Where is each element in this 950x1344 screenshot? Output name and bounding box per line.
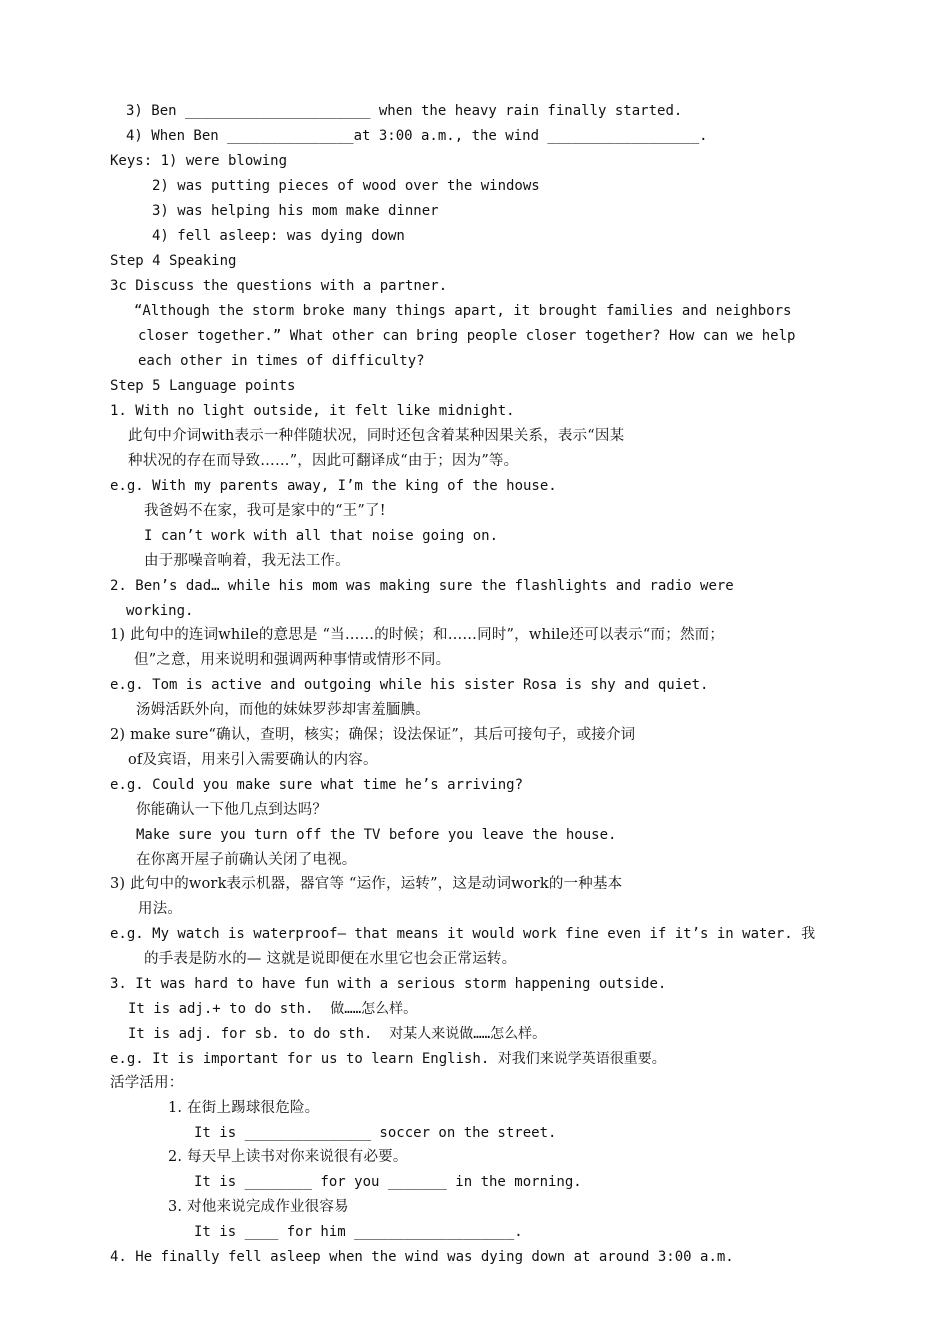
practice-1-chinese: 1. 在街上踢球很危险。 — [168, 1100, 320, 1116]
discussion-line-3: each other in times of difficulty? — [138, 353, 425, 369]
point-1-example-2: I can’t work with all that noise going on. — [144, 528, 499, 544]
practice-heading: 活学活用： — [110, 1075, 184, 1091]
point-2-example-2-translation: 你能确认一下他几点到达吗？ — [136, 802, 328, 818]
practice-2-blank: It is ________ for you _______ in the morning. — [194, 1174, 582, 1190]
point-2-note-3-line-2: 用法。 — [138, 901, 183, 917]
practice-1-blank: It is _______________ soccer on the street. — [194, 1125, 557, 1141]
point-2-note-2-line-1: 2) make sure“确认，查明，核实；确保；设法保证”，其后可接句子，或接介词 — [110, 727, 636, 743]
point-1-note-line-2: 种状况的存在而导致……”，因此可翻译成“由于；因为”等。 — [128, 453, 519, 469]
point-3-sentence: 3. It was hard to have fun with a serious storm happening outside. — [110, 976, 667, 992]
keys-line-3: 3) was helping his mom make dinner — [152, 203, 439, 219]
keys-line-2: 2) was putting pieces of wood over the windows — [152, 178, 540, 194]
point-1-example-2-translation: 由于那噪音响着，我无法工作。 — [144, 553, 350, 569]
exercise-line-3: 3) Ben ______________________ when the heavy rain finally started. — [126, 103, 683, 119]
point-3-example: e.g. It is important for us to learn English. 对我们来说学英语很重要。 — [110, 1051, 666, 1067]
task-3c: 3c Discuss the questions with a partner. — [110, 278, 448, 294]
point-2-note-3-line-1: 3) 此句中的work表示机器，器官等 “运作，运转”，这是动词work的一种基本 — [110, 876, 623, 892]
point-2-example-1: e.g. Tom is active and outgoing while his sister Rosa is shy and quiet. — [110, 677, 709, 693]
point-2-sentence-line-2: working. — [126, 603, 194, 619]
point-2-note-2-line-2: of及宾语，用来引入需要确认的内容。 — [128, 752, 378, 768]
practice-3-blank: It is ____ for him ___________________. — [194, 1224, 523, 1240]
point-2-note-1-line-2: 但”之意，用来说明和强调两种事情或情形不同。 — [134, 652, 451, 668]
exercise-line-4: 4) When Ben _______________at 3:00 a.m., the wind __________________. — [126, 128, 708, 144]
practice-3-chinese: 3. 对他来说完成作业很容易 — [168, 1199, 349, 1215]
point-4-sentence: 4. He finally fell asleep when the wind was dying down at around 3:00 a.m. — [110, 1249, 734, 1265]
point-1-example-1-translation: 我爸妈不在家，我可是家中的“王”了! — [144, 503, 386, 519]
point-3-pattern-1: It is adj.+ to do sth. 做……怎么样。 — [128, 1001, 418, 1017]
point-3-pattern-2: It is adj. for sb. to do sth. 对某人来说做……怎么样。 — [128, 1026, 547, 1042]
step5-heading: Step 5 Language points — [110, 378, 296, 394]
point-2-note-1-line-1: 1) 此句中的连词while的意思是 “当……的时候；和……同时”，while还可以表示“而；然而； — [110, 627, 725, 643]
point-1-note-line-1: 此句中介词with表示一种伴随状况，同时还包含着某种因果关系，表示“因某 — [128, 428, 625, 444]
point-2-example-1-translation: 汤姆活跃外向，而他的妹妹罗莎却害羞腼腆。 — [136, 702, 430, 718]
point-1-sentence: 1. With no light outside, it felt like midnight. — [110, 403, 515, 419]
point-2-sentence-line-1: 2. Ben’s dad… while his mom was making sure the flashlights and radio were — [110, 578, 734, 594]
step4-heading: Step 4 Speaking — [110, 253, 237, 269]
point-2-example-3: Make sure you turn off the TV before you leave the house. — [136, 827, 617, 843]
discussion-line-2: closer together.” What other can bring people closer together? How can we help — [138, 328, 796, 344]
discussion-line-1: “Although the storm broke many things apart, it brought families and neighbors — [134, 303, 792, 319]
point-1-example-1: e.g. With my parents away, I’m the king of the house. — [110, 478, 557, 494]
practice-2-chinese: 2. 每天早上读书对你来说很有必要。 — [168, 1149, 408, 1165]
point-2-example-4-translation: 的手表是防水的— 这就是说即便在水里它也会正常运转。 — [144, 951, 517, 967]
point-2-example-4: e.g. My watch is waterproof— that means it would work fine even if it’s in water. 我 — [110, 926, 816, 942]
point-2-example-3-translation: 在你离开屋子前确认关闭了电视。 — [136, 852, 357, 868]
point-2-example-2: e.g. Could you make sure what time he’s arriving? — [110, 777, 524, 793]
keys-line-1: Keys: 1) were blowing — [110, 153, 288, 169]
keys-line-4: 4) fell asleep: was dying down — [152, 228, 405, 244]
